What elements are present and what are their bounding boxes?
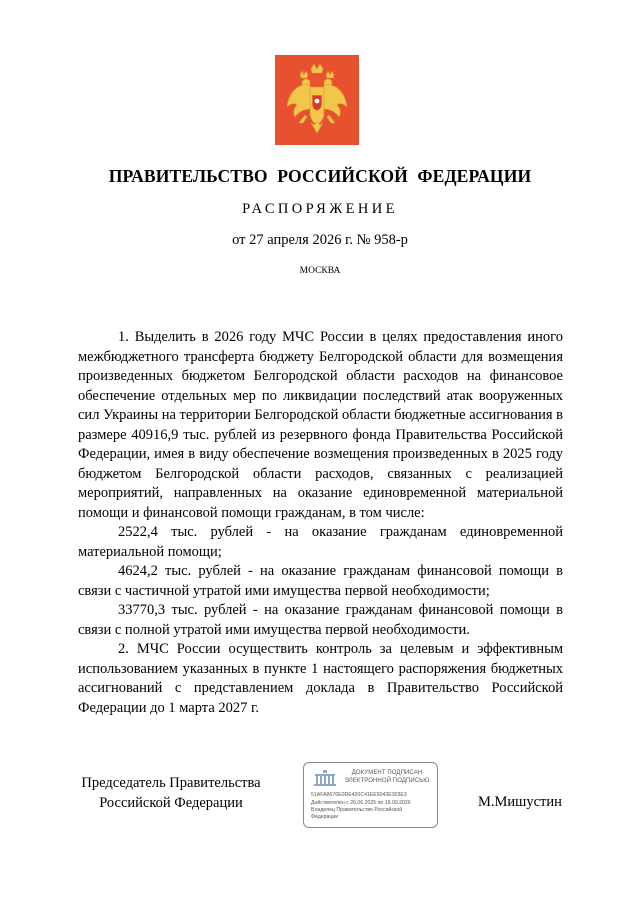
document-city: МОСКВА	[299, 266, 341, 276]
stamp-title	[338, 770, 436, 785]
signatory-position	[78, 774, 264, 813]
paragraph-sub-2: 4624,2 тыс. рублей - на оказание гражданам финансовой помощи в связи с частичной утратой ими имущества первой необходимости;	[78, 563, 563, 599]
stamp-certificate: 51AFA8676E0DE420C41EE5043E303E3	[311, 792, 407, 798]
stamp-owner-line2: Федерации	[311, 814, 339, 820]
paragraph-2: 2. МЧС России осуществить контроль за целевым и эффективным использованием указанных в пункте 1 настоящего распоряжения бюджетных ассигнований с представлением доклада в Правительство Российской Федерации до 1 марта 2027 г.	[78, 641, 563, 716]
paragraph-1: 1. Выделить в 2026 году МЧС России в целях предоставления иного межбюджетного трансферта бюджету Белгородской области для возмещения произведенных бюджетом Белгородской области расходов на финансовое обеспечение отдельных мер по ликвидации последствий атак вооруженных сил Украины на территории Белгородской области бюджетные ассигнования в размере 40916,9 тыс. рублей из резервного фонда Правительства Российской Федерации, имея в виду обеспечение возмещения произведенных в 2025 году бюджетом Белгородской области расходов, связанных с реализацией мероприятий, направленных на оказание единовременной материальной помощи и финансовой помощи гражданам, в том числе:	[78, 329, 563, 521]
government-building-icon	[312, 769, 338, 787]
stamp-owner-line1: Владелец Правительство Российской	[311, 807, 403, 813]
paragraph-sub-1: 2522,4 тыс. рублей - на оказание гражданам единовременной материальной помощи;	[78, 524, 563, 560]
signatory-name: М.Мишустин	[478, 794, 562, 810]
coat-of-arms-icon	[275, 55, 359, 145]
stamp-validity: Действителен с 26.06.2025 по 19.09.2026	[311, 800, 411, 806]
document-date-number: от 27 апреля 2026 г. № 958-р	[232, 232, 408, 248]
signatory-position-line2: Российской Федерации	[99, 794, 243, 811]
paragraph-sub-3: 33770,3 тыс. рублей - на оказание гражданам финансовой помощи в связи с полной утратой ими имущества первой необходимости.	[78, 602, 563, 638]
stamp-title-line2: ЭЛЕКТРОННОЙ ПОДПИСЬЮ	[344, 777, 430, 784]
electronic-signature-stamp	[303, 762, 438, 828]
signatory-position-line1: Председатель Правительства	[81, 775, 261, 791]
document-body	[78, 328, 563, 718]
document-type: РАСПОРЯЖЕНИЕ	[242, 201, 398, 217]
stamp-title-line1: ДОКУМЕНТ ПОДПИСАН	[351, 770, 423, 776]
organization-title: ПРАВИТЕЛЬСТВО РОССИЙСКОЙ ФЕДЕРАЦИИ	[108, 166, 532, 186]
